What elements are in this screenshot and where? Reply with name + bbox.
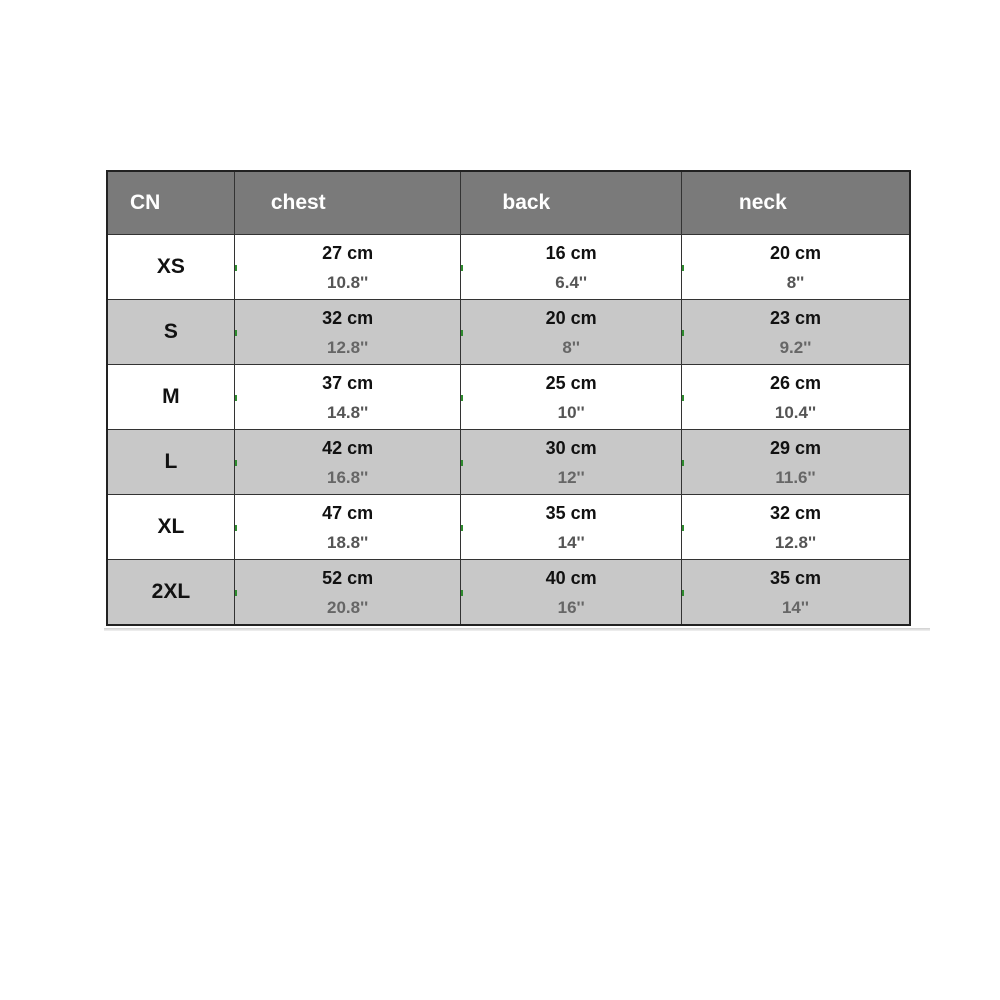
neck-inch-value: 12.8'' (774, 532, 817, 552)
size-label: XL (157, 515, 185, 538)
size-cell (107, 495, 234, 560)
neck-cm-value: 35 cm (769, 567, 821, 588)
neck-cm-value: 29 cm (769, 437, 821, 458)
back-cm-value: 35 cm (545, 502, 597, 523)
neck-cell (681, 365, 910, 430)
back-cell (461, 235, 682, 300)
cell-marker-icon (461, 460, 463, 466)
chest-cell (234, 365, 461, 430)
neck-inch-value: 10.4'' (774, 402, 817, 422)
header-row (107, 171, 910, 235)
neck-inch-value: 9.2'' (779, 337, 812, 357)
neck-cell (681, 300, 910, 365)
chest-inch-value: 10.8'' (327, 272, 369, 292)
table-row (107, 365, 910, 430)
cell-marker-icon (461, 330, 463, 336)
back-cell (461, 365, 682, 430)
chest-cm-value: 32 cm (322, 307, 374, 328)
table-row (107, 235, 910, 300)
size-label: M (162, 385, 180, 408)
table-body (107, 235, 910, 626)
chest-cell (234, 235, 461, 300)
cell-marker-icon (235, 265, 237, 271)
table-row (107, 430, 910, 495)
cell-marker-icon (682, 330, 684, 336)
table-row (107, 495, 910, 560)
back-cell (461, 560, 682, 626)
cell-marker-icon (682, 525, 684, 531)
neck-cm-value: 32 cm (769, 502, 821, 523)
chest-cell (234, 495, 461, 560)
header-back: back (461, 171, 682, 235)
size-label: L (164, 450, 178, 473)
cell-marker-icon (461, 590, 463, 596)
neck-cell (681, 560, 910, 626)
table-row (107, 560, 910, 626)
chest-cm-value: 37 cm (322, 372, 374, 393)
chest-inch-value: 16.8'' (327, 467, 369, 487)
size-cell (107, 235, 234, 300)
cell-marker-icon (235, 525, 237, 531)
chest-cell (234, 300, 461, 365)
size-label: XS (156, 255, 185, 278)
cell-marker-icon (235, 460, 237, 466)
chest-inch-value: 14.8'' (327, 402, 369, 422)
chest-cell (234, 430, 461, 495)
back-inch-value: 14'' (557, 532, 585, 552)
neck-cm-value: 20 cm (769, 242, 821, 263)
cell-marker-icon (461, 395, 463, 401)
chest-cm-value: 27 cm (322, 242, 374, 263)
cell-marker-icon (682, 460, 684, 466)
back-cell (461, 300, 682, 365)
back-inch-value: 8'' (562, 337, 580, 357)
cell-marker-icon (682, 265, 684, 271)
size-label: 2XL (151, 580, 191, 603)
cell-marker-icon (461, 265, 463, 271)
chest-inch-value: 20.8'' (327, 597, 369, 617)
neck-cell (681, 235, 910, 300)
cell-marker-icon (235, 395, 237, 401)
neck-inch-value: 14'' (781, 597, 809, 617)
chest-cell (234, 560, 461, 626)
size-chart-table (106, 170, 911, 626)
chest-cm-value: 47 cm (322, 502, 374, 523)
cell-marker-icon (682, 395, 684, 401)
chest-cm-value: 42 cm (322, 437, 374, 458)
back-cell (461, 495, 682, 560)
table-shadow (104, 628, 930, 631)
header-chest: chest (234, 171, 461, 235)
chest-inch-value: 18.8'' (327, 532, 369, 552)
size-cell (107, 365, 234, 430)
size-cell (107, 300, 234, 365)
back-inch-value: 10'' (557, 402, 585, 422)
back-cm-value: 20 cm (545, 307, 597, 328)
neck-cm-value: 26 cm (769, 372, 821, 393)
back-cm-value: 16 cm (545, 242, 597, 263)
table-row (107, 300, 910, 365)
chest-inch-value: 12.8'' (327, 337, 369, 357)
back-inch-value: 6.4'' (555, 272, 587, 292)
back-inch-value: 12'' (557, 467, 585, 487)
back-cell (461, 430, 682, 495)
neck-cell (681, 495, 910, 560)
chest-cm-value: 52 cm (322, 567, 374, 588)
back-cm-value: 30 cm (545, 437, 597, 458)
size-cell (107, 430, 234, 495)
neck-inch-value: 11.6'' (775, 467, 816, 487)
neck-inch-value: 8'' (786, 272, 805, 292)
header-neck: neck (681, 171, 910, 235)
cell-marker-icon (461, 525, 463, 531)
cell-marker-icon (235, 330, 237, 336)
cell-marker-icon (682, 590, 684, 596)
neck-cm-value: 23 cm (769, 307, 821, 328)
cell-marker-icon (235, 590, 237, 596)
back-cm-value: 40 cm (545, 567, 597, 588)
back-cm-value: 25 cm (545, 372, 597, 393)
header-cn: CN (107, 171, 234, 235)
neck-cell (681, 430, 910, 495)
size-cell (107, 560, 234, 626)
back-inch-value: 16'' (557, 597, 585, 617)
size-label: S (163, 320, 178, 343)
